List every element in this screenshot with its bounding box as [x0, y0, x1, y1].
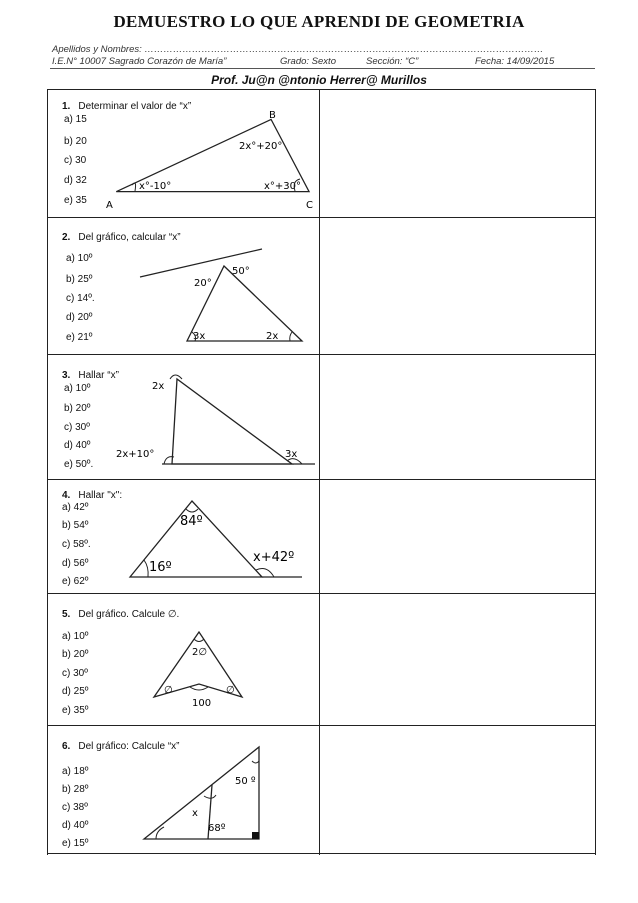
header-divider — [50, 68, 595, 69]
problem-1-option: a) 15 — [64, 114, 87, 125]
vertex-label-c: C — [306, 200, 313, 211]
angle-label: 2x — [152, 381, 165, 392]
angle-label-top: 2x°+20° — [239, 141, 283, 152]
right-triangle — [144, 747, 259, 839]
problem-2-option: c) 14º. — [66, 293, 95, 304]
problem-4-option: d) 56º — [62, 558, 89, 569]
grid-left-border — [47, 89, 48, 855]
row-divider — [47, 725, 596, 726]
problem-6-option: d) 40º — [62, 820, 89, 831]
angle-label: 20° — [194, 278, 212, 289]
angle-label: ∅ — [226, 685, 235, 696]
angle-label: 68º — [208, 823, 226, 834]
triangle — [172, 379, 292, 464]
problem-4-option: a) 42º — [62, 502, 89, 513]
problem-3-option: d) 40º — [64, 440, 91, 451]
problem-5-option: c) 30º — [62, 668, 88, 679]
angle-label: 2x+10° — [116, 449, 155, 460]
name-line: Apellidos y Nombres: ……………………………………………………………………………………………………………… — [52, 44, 544, 55]
problem-5-option: b) 20º — [62, 649, 89, 660]
problem-3-option: a) 10º — [64, 383, 91, 394]
angle-arc — [144, 560, 148, 577]
problem-3-figure — [112, 369, 317, 469]
row-divider — [47, 479, 596, 480]
angle-label: x+42º — [253, 550, 295, 565]
vertex-label-b: B — [269, 110, 276, 121]
problem-6-option: e) 15º — [62, 838, 89, 849]
section: Sección: “C” — [366, 56, 419, 67]
problem-1-question: 1. Determinar el valor de “x” — [62, 101, 192, 112]
problem-2-figure — [132, 244, 312, 349]
row-divider — [47, 354, 596, 355]
problem-5-question: 5. Del gráfico. Calcule ∅. — [62, 609, 180, 620]
problem-1-figure — [102, 109, 312, 214]
teacher-name: Prof. Ju@n @ntonio Herrer@ Murillos — [211, 73, 427, 87]
problem-4-option: b) 54º — [62, 520, 89, 531]
school-name: I.E.N° 10007 Sagrado Corazón de María” — [52, 56, 227, 67]
problem-4-figure — [122, 489, 317, 589]
grid-middle-border — [319, 89, 320, 855]
problem-2-option: a) 10º — [66, 253, 93, 264]
angle-arc — [252, 761, 259, 763]
problem-1-option: c) 30 — [64, 155, 87, 166]
grid-top-border — [47, 89, 596, 90]
problem-1-option: d) 32 — [64, 175, 87, 186]
problem-5-figure — [142, 627, 302, 717]
row-divider — [47, 217, 596, 218]
problem-6-option: a) 18º — [62, 766, 89, 777]
problem-2-option: b) 25º — [66, 274, 93, 285]
angle-arc — [190, 687, 208, 690]
problem-2-option: e) 21º — [66, 332, 93, 343]
problem-2-option: d) 20º — [66, 312, 93, 323]
problem-4-option: c) 58º. — [62, 539, 91, 550]
problem-6-question: 6. Del gráfico: Calcule “x” — [62, 741, 180, 752]
problem-6-figure — [142, 739, 317, 844]
problem-3-option: c) 30º — [64, 422, 90, 433]
angle-label: 100 — [192, 698, 212, 709]
angle-label: 2x — [266, 331, 279, 342]
problem-3-question: 3. Hallar “x” — [62, 370, 119, 381]
angle-arc — [204, 795, 216, 798]
angle-label: 50 º — [235, 776, 256, 787]
problem-1-option: e) 35 — [64, 195, 87, 206]
vertex-label-a: A — [106, 200, 113, 211]
grid-right-border — [595, 89, 596, 855]
angle-arc — [194, 639, 204, 642]
angle-label: 3x — [193, 331, 206, 342]
angle-arc — [132, 183, 136, 191]
problem-4-option: e) 62º — [62, 576, 89, 587]
problem-3-option: b) 20º — [64, 403, 91, 414]
angle-label: 3x — [285, 449, 298, 460]
angle-label: 16º — [149, 560, 172, 575]
angle-label: 84º — [180, 514, 203, 529]
angle-arc — [170, 375, 182, 379]
problem-6-option: c) 38º — [62, 802, 88, 813]
problem-5-option: a) 10º — [62, 631, 89, 642]
problem-3-option: e) 50º. — [64, 459, 94, 470]
grade: Grado: Sexto — [280, 56, 336, 67]
angle-arc — [186, 509, 198, 512]
problem-5-option: d) 25º — [62, 686, 89, 697]
worksheet-title: DEMUESTRO LO QUE APRENDI DE GEOMETRIA — [113, 12, 525, 31]
problem-4-question: 4. Hallar "x": — [62, 490, 123, 501]
angle-label: x — [192, 808, 198, 819]
date: Fecha: 14/09/2015 — [475, 56, 555, 67]
angle-label-left: x°-10° — [139, 181, 172, 192]
angle-label: 2∅ — [192, 647, 208, 658]
angle-label-right: x°+30° — [264, 181, 302, 192]
angle-label: ∅ — [164, 685, 173, 696]
right-angle-mark — [252, 832, 259, 839]
problem-1-option: b) 20 — [64, 136, 87, 147]
row-divider — [47, 593, 596, 594]
problem-6-option: b) 28º — [62, 784, 89, 795]
problem-2-question: 2. Del gráfico, calcular “x” — [62, 232, 181, 243]
angle-label: 50° — [232, 266, 250, 277]
problem-5-option: e) 35º — [62, 705, 89, 716]
angle-arc — [290, 332, 292, 341]
problem-grid — [47, 89, 596, 855]
grid-bottom-border — [47, 853, 596, 854]
